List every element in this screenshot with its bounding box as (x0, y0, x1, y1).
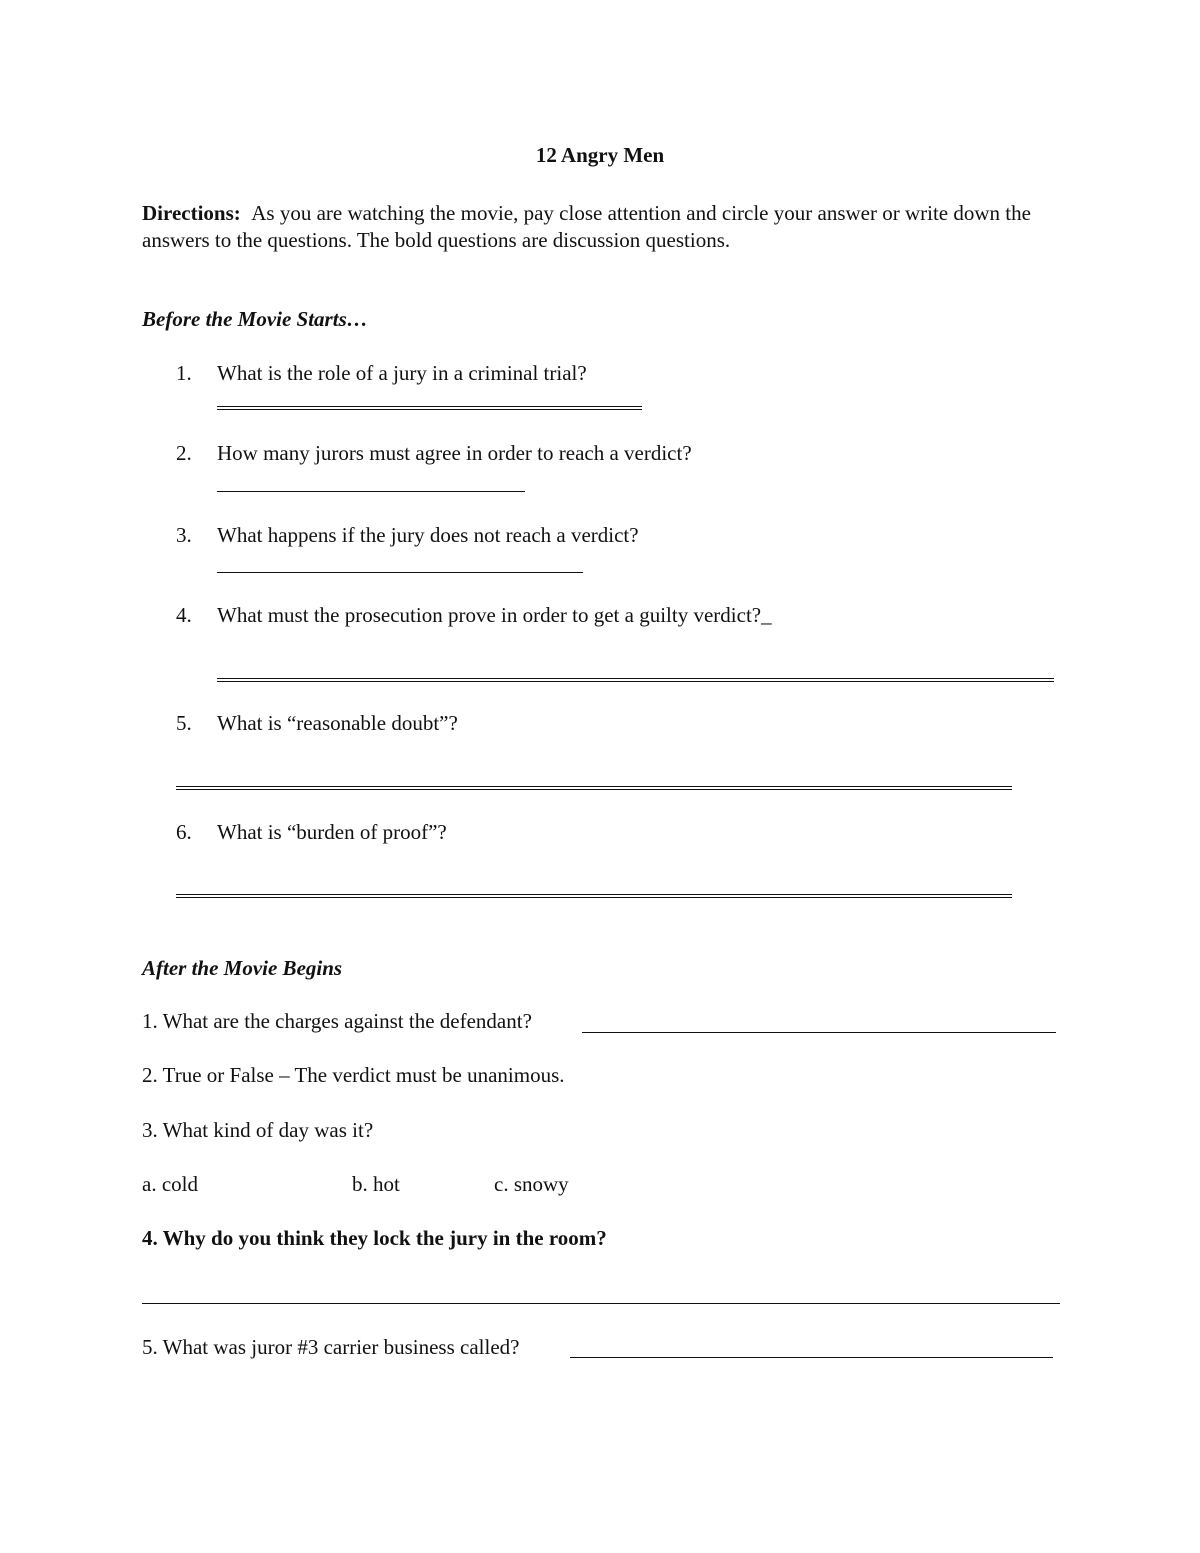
section-heading-after: After the Movie Begins (142, 956, 343, 980)
answer-line[interactable] (582, 1032, 1056, 1033)
question-number: 3. (176, 523, 192, 547)
page-title: 12 Angry Men (535, 143, 665, 167)
answer-line[interactable] (217, 491, 525, 492)
question-text: What is the role of a jury in a criminal trial? (217, 361, 587, 385)
choice-b[interactable]: b. hot (352, 1172, 400, 1196)
question-text: 2. True or False – The verdict must be unanimous. (142, 1063, 565, 1087)
answer-line[interactable] (217, 678, 1054, 682)
answer-line[interactable] (142, 1303, 1060, 1304)
question-text: What happens if the jury does not reach a verdict? (217, 523, 639, 547)
answer-line[interactable] (217, 572, 583, 573)
question-number: 5. (176, 711, 192, 735)
question-text: 5. What was juror #3 carrier business called? (142, 1335, 520, 1359)
question-text: 3. What kind of day was it? (142, 1118, 374, 1142)
question-number: 1. (176, 361, 192, 385)
discussion-question: 4. Why do you think they lock the jury in the room? (142, 1226, 607, 1250)
question-text: How many jurors must agree in order to reach a verdict? (217, 441, 692, 465)
directions (142, 200, 1072, 254)
choice-c[interactable]: c. snowy (494, 1172, 569, 1196)
directions-text: As you are watching the movie, pay close attention and circle your answer or write down the answers to the questions. The bold questions are discussion questions. (142, 201, 1031, 252)
question-number: 2. (176, 441, 192, 465)
question-text: What is “reasonable doubt”? (217, 711, 458, 735)
directions-label: Directions: (142, 201, 241, 225)
question-text: What is “burden of proof”? (217, 820, 447, 844)
question-number: 6. (176, 820, 192, 844)
answer-line[interactable] (570, 1357, 1053, 1358)
question-text: What must the prosecution prove in order to get a guilty verdict?_ (217, 603, 772, 627)
section-heading-before: Before the Movie Starts… (142, 307, 368, 331)
choice-a[interactable]: a. cold (142, 1172, 198, 1196)
question-number: 4. (176, 603, 192, 627)
answer-line[interactable] (176, 786, 1012, 790)
question-text: 1. What are the charges against the defendant? (142, 1009, 532, 1033)
answer-line[interactable] (176, 894, 1012, 898)
answer-line[interactable] (217, 406, 642, 410)
